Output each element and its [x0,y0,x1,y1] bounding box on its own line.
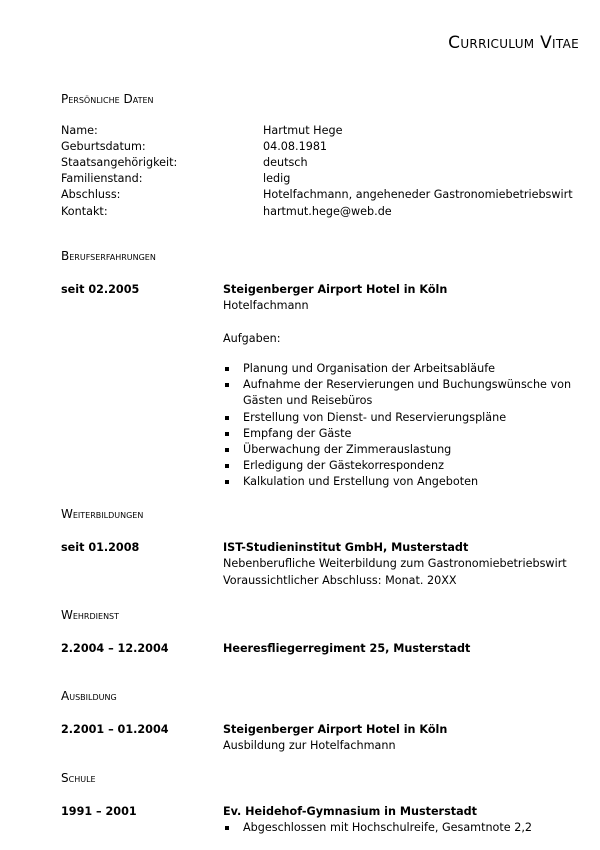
section-heading-experience: Berufserfahrungen [61,249,156,263]
label-degree: Abschluss: [61,188,121,201]
training-line-1: Nebenberufliche Weiterbildung zum Gastronomiebetriebswirt [223,557,567,571]
military-date: 2.2004 – 12.2004 [61,642,169,655]
list-item: Empfang der Gäste [223,426,571,442]
section-heading-training: Weiterbildungen [61,507,144,521]
experience-tasks-label: Aufgaben: [223,331,281,345]
experience-employer: Steigenberger Airport Hotel in Köln [223,283,448,296]
list-item: Erstellung von Dienst- und Reservierungspläne [223,410,571,426]
section-heading-personal: Persönliche Daten [61,92,154,106]
military-entry [223,641,470,657]
training-entry [223,540,567,589]
section-heading-apprenticeship: Ausbildung [61,689,117,703]
apprenticeship-employer: Steigenberger Airport Hotel in Köln [223,723,448,736]
list-item: Abgeschlossen mit Hochschulreife, Gesamtnote 2,2 [223,820,532,836]
value-degree: Hotelfachmann, angeheneder Gastronomiebetriebswirt [263,188,573,201]
section-heading-military: Wehrdienst [61,608,120,622]
value-nationality: deutsch [263,156,308,169]
list-item: Aufnahme der Reservierungen und Buchungswünsche von [223,377,571,393]
apprenticeship-detail: Ausbildung zur Hotelfachmann [223,739,396,753]
list-item: Überwachung der Zimmerauslastung [223,442,571,458]
apprenticeship-date: 2.2001 – 01.2004 [61,723,169,736]
experience-date: seit 02.2005 [61,283,140,296]
label-contact: Kontakt: [61,205,108,218]
label-name: Name: [61,124,98,137]
school-bullet-list [223,820,532,836]
school-entry [223,804,532,837]
school-name: Ev. Heidehof-Gymnasium in Musterstadt [223,805,477,818]
experience-position: Hotelfachmann [223,299,309,313]
section-heading-school: Schule [61,771,96,785]
value-birthdate: 04.08.1981 [263,140,328,153]
list-item: Planung und Organisation der Arbeitsabläufe [223,361,571,377]
training-line-2: Voraussichtlicher Abschluss: Monat. 20XX [223,573,457,587]
label-marital-status: Familienstand: [61,172,143,185]
label-nationality: Staatsangehörigkeit: [61,156,178,169]
list-item: Kalkulation und Erstellung von Angeboten [223,474,571,490]
label-birthdate: Geburtsdatum: [61,140,146,153]
document-title: Curriculum Vitae [448,33,579,53]
value-name: Hartmut Hege [263,124,343,137]
value-contact-email[interactable]: hartmut.hege@web.de [263,205,392,218]
experience-entry [223,282,571,491]
list-item-continuation: Gästen und Reisebüros [243,394,373,408]
training-institution: IST-Studieninstitut GmbH, Musterstadt [223,541,469,554]
apprenticeship-entry [223,722,447,755]
military-unit: Heeresfliegerregiment 25, Musterstadt [223,642,471,655]
value-marital-status: ledig [263,172,291,185]
school-date: 1991 – 2001 [61,805,137,818]
list-item: Erledigung der Gästekorrespondenz [223,458,571,474]
experience-task-list [223,361,571,491]
training-date: seit 01.2008 [61,541,140,554]
